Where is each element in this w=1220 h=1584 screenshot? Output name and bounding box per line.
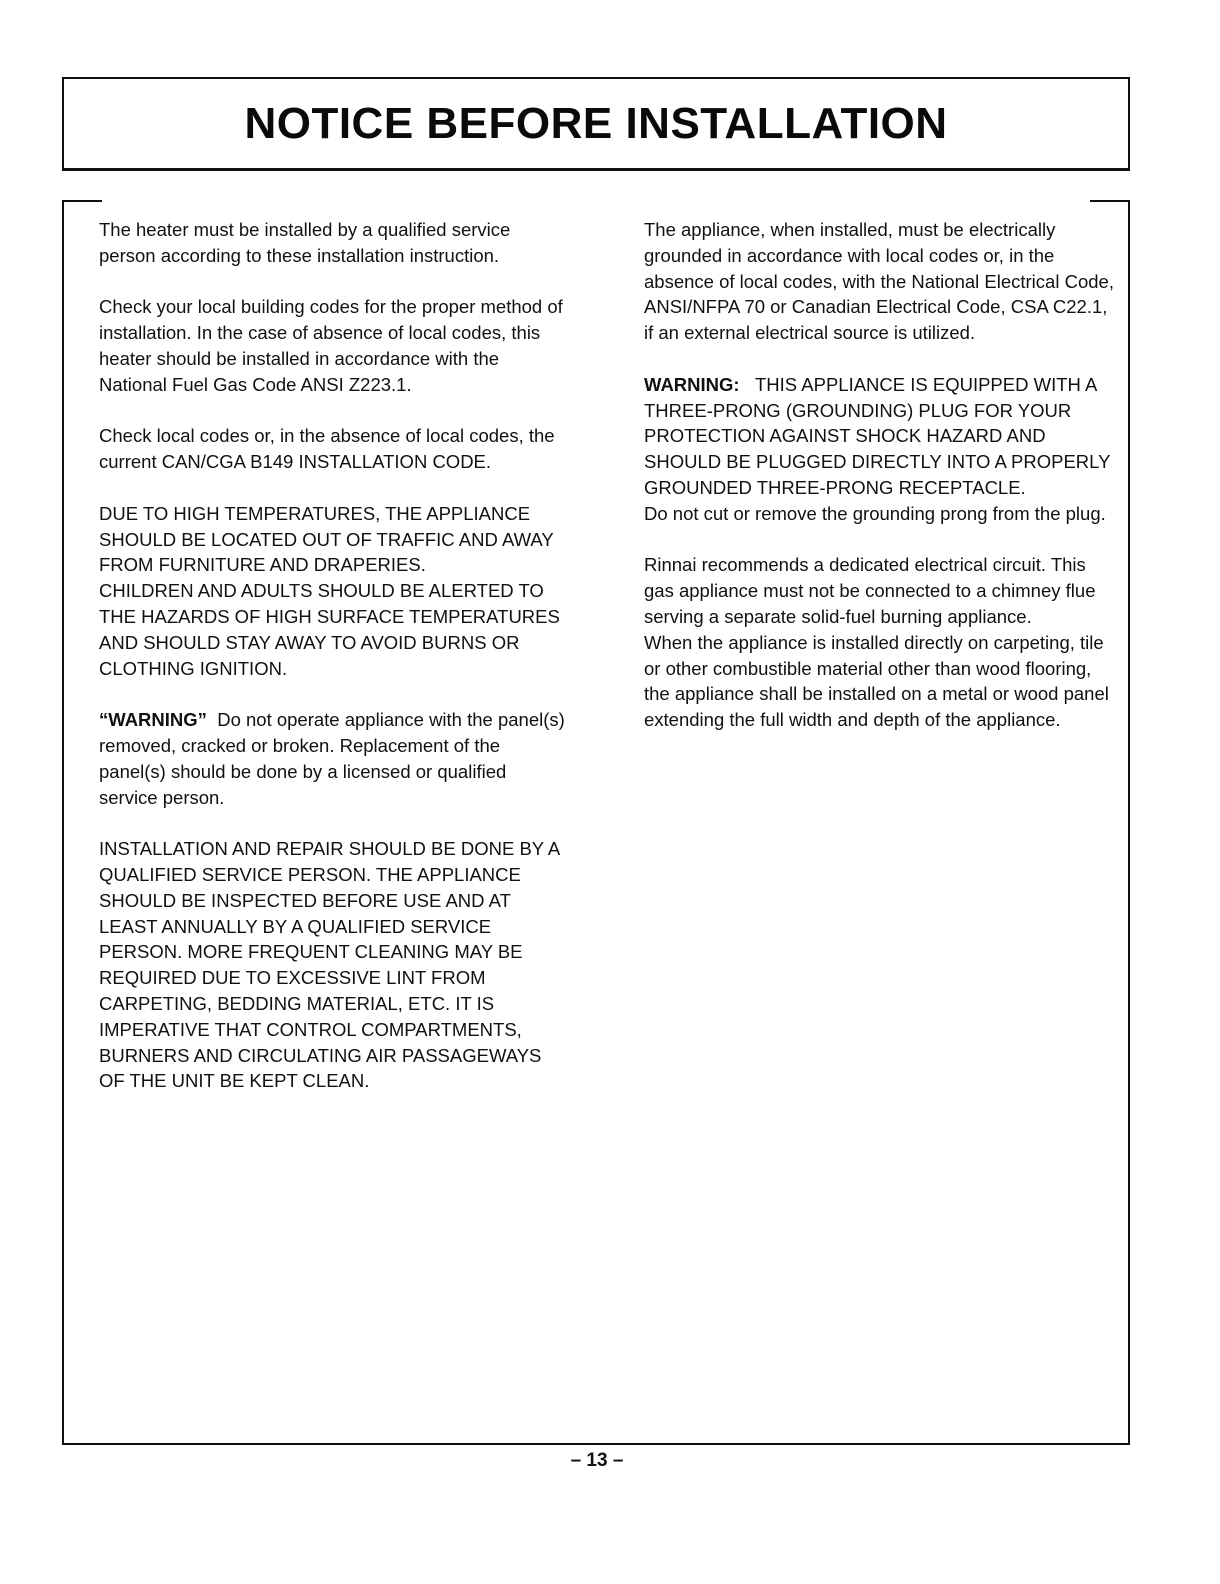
paragraph-high-temperatures: DUE TO HIGH TEMPERATURES, THE APPLIANCE SHOULD BE LOCATED OUT OF TRAFFIC AND AWAY FROM FURNITURE AND DRAPERIES. xyxy=(99,502,554,576)
paragraph-local-codes: Check your local building codes for the proper method of installation. In the case of absence of local codes, this heater should be installed in accordance with the National Fuel Gas Code ANSI Z223.1. xyxy=(99,296,563,395)
warning-text: THIS APPLIANCE IS EQUIPPED WITH A THREE-PRONG (GROUNDING) PLUG FOR YOUR PROTECTION AGAINST SHOCK HAZARD AND SHOULD BE PLUGGED DIRECTLY INTO A PROPERLY GROUNDED THREE-PRONG RECEPTACLE. xyxy=(644,373,1111,498)
warning-label: WARNING: xyxy=(644,373,740,395)
warning-label: “WARNING” xyxy=(99,709,207,731)
page-title: NOTICE BEFORE INSTALLATION xyxy=(244,98,948,148)
paragraph-plug-warning xyxy=(644,372,1114,501)
right-column xyxy=(644,217,1114,759)
warning-text: Do not operate appliance with the panel(s) removed, cracked or broken. Replacement of the panel(s) should be done by a licensed or qualified service person. xyxy=(99,709,565,808)
title-box xyxy=(62,77,1130,171)
paragraph-qualified-installer: The heater must be installed by a qualified service person according to these installation instruction. xyxy=(99,219,511,266)
paragraph-children-adults: CHILDREN AND ADULTS SHOULD BE ALERTED TO THE HAZARDS OF HIGH SURFACE TEMPERATURES AND SHOULD STAY AWAY TO AVOID BURNS OR CLOTHING IGNITION. xyxy=(99,580,560,679)
paragraph-installation-repair: INSTALLATION AND REPAIR SHOULD BE DONE BY A QUALIFIED SERVICE PERSON. THE APPLIANCE SHOULD BE INSPECTED BEFORE USE AND AT LEAST ANNUALLY BY A QUALIFIED SERVICE PERSON. MORE FREQUENT CLEANING MAY BE REQUIRED DUE TO EXCESSIVE LINT FROM CARPETING, BEDDING MATERIAL, ETC. IT IS IMPERATIVE THAT CONTROL COMPARTMENTS, BURNERS AND CIRCULATING AIR PASSAGEWAYS OF THE UNIT BE KEPT CLEAN. xyxy=(99,838,560,1092)
paragraph-grounding-prong: Do not cut or remove the grounding prong from the plug. xyxy=(644,502,1106,524)
paragraph-dedicated-circuit: Rinnai recommends a dedicated electrical circuit. This gas appliance must not be connected to a chimney flue serving a separate solid-fuel burning appliance. xyxy=(644,554,1096,627)
left-column xyxy=(99,217,569,1120)
content-box xyxy=(62,200,1130,1445)
page-number: – 13 – xyxy=(570,1450,624,1471)
paragraph-carpeting: When the appliance is installed directly on carpeting, tile or other combustible material other than wood flooring, the appliance shall be installed on a metal or wood panel extending the full width and depth of the appliance. xyxy=(644,631,1109,731)
paragraph-panel-warning xyxy=(99,707,569,810)
paragraph-canadian-codes: Check local codes or, in the absence of local codes, the current CAN/CGA B149 INSTALLATION CODE. xyxy=(99,425,555,473)
paragraph-electrical-grounding: The appliance, when installed, must be electrically grounded in accordance with local codes or, in the absence of local codes, with the National Electrical Code, ANSI/NFPA 70 or Canadian Electrical Code, CSA C22.1, if an external electrical source is utilized. xyxy=(644,219,1114,344)
